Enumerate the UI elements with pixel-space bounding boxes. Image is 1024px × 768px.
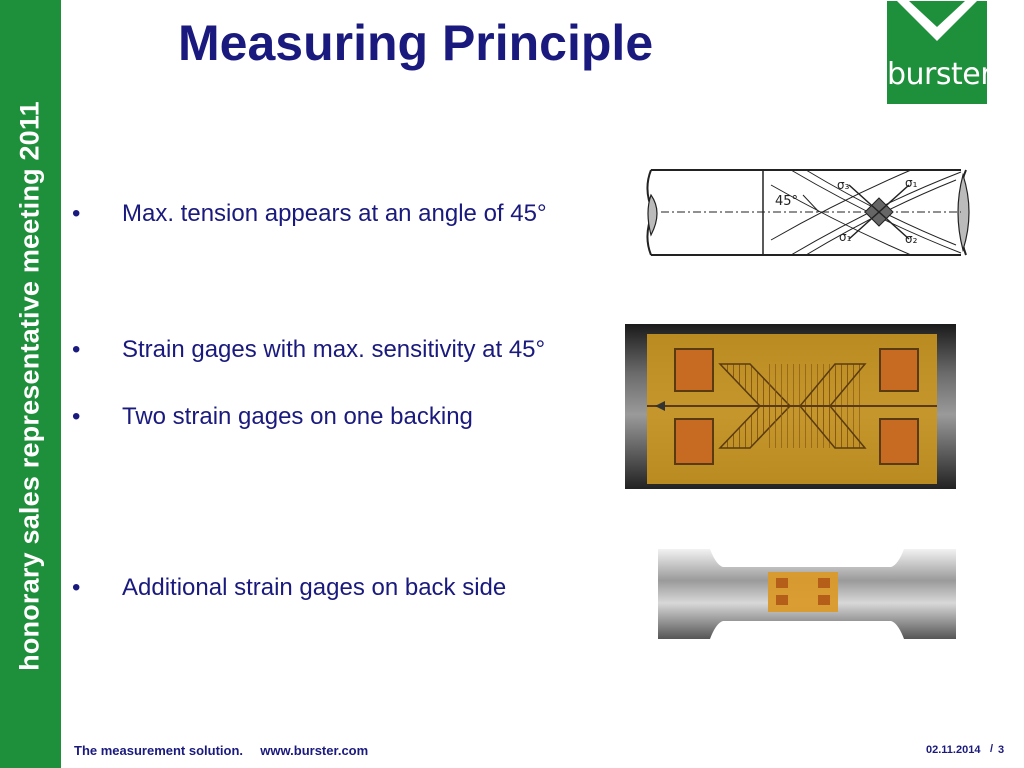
sidebar — [0, 0, 61, 768]
bullet-text: Strain gages with max. sensitivity at 45° — [122, 336, 546, 363]
sidebar-text: honorary sales representative meeting 2011 — [14, 101, 45, 671]
sigma1-label: σ₁ — [905, 176, 918, 190]
footer-website[interactable]: www.burster.com — [260, 743, 369, 758]
page-title: Measuring Principle — [178, 15, 654, 71]
burster-logo — [887, 1, 993, 104]
sigma3-label: σ₃ — [837, 178, 850, 192]
footer-date: 02.11.2014 — [926, 744, 981, 756]
shaft-with-gage-photo — [658, 537, 956, 646]
sigma1-lower-label: σ₁ — [839, 230, 852, 244]
bullet-marker: • — [72, 200, 81, 227]
footer-slogan-line — [74, 743, 368, 758]
footer-slogan: The measurement solution. — [74, 743, 244, 758]
logo-text: burster — [887, 57, 993, 92]
footer-separator: / — [990, 743, 994, 755]
bullet-marker: • — [72, 403, 81, 430]
sigma2-label: σ₂ — [905, 232, 918, 246]
bullet-text: Max. tension appears at an angle of 45° — [122, 200, 547, 227]
bullet-text: Two strain gages on one backing — [122, 403, 473, 430]
strain-gage-photo — [625, 324, 956, 489]
bullet-marker: • — [72, 336, 81, 363]
angle-label: 45° — [775, 194, 799, 209]
bullet-text: Additional strain gages on back side — [122, 574, 507, 601]
shaft-stress-diagram — [641, 165, 975, 260]
page-number: 3 — [998, 744, 1005, 756]
logo-chevron-icon — [887, 1, 987, 57]
bullet-marker: • — [72, 574, 81, 601]
